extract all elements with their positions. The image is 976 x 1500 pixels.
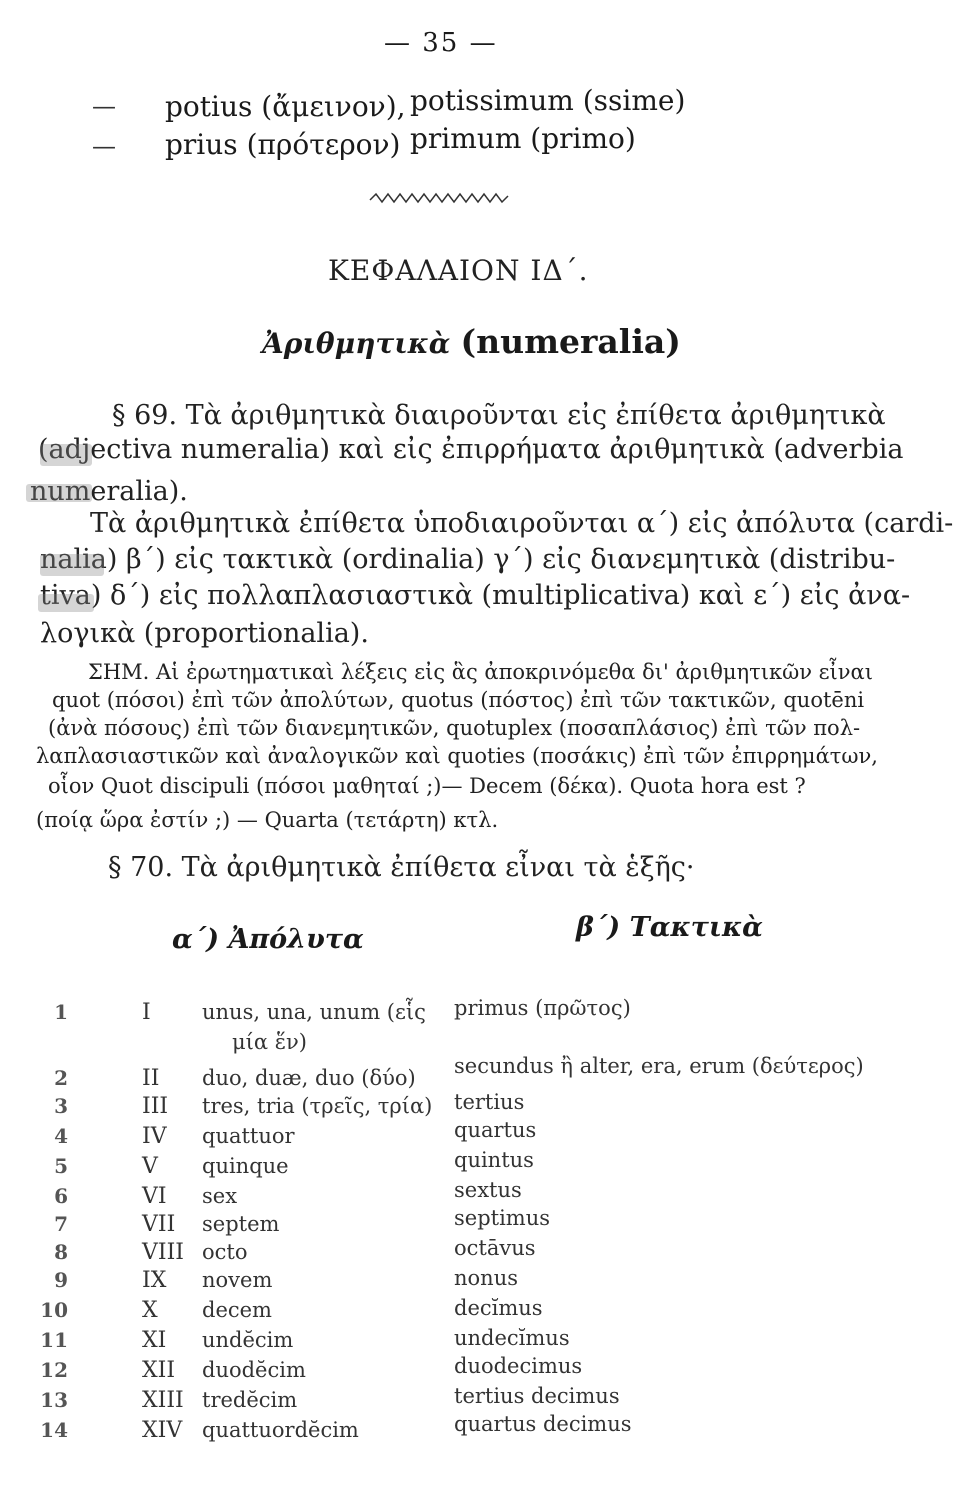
section-title-latin: (numeralia): [460, 322, 681, 361]
note-line: (ἀνὰ πόσους) ἐπὶ τῶν διανεμητικῶν, quotuplex (ποσαπλάσιος) ἐπὶ τῶν πολ-: [48, 716, 861, 740]
note-line: οἷον Quot discipuli (πόσοι μαθηταί ;)— Decem (δέκα). Quota hora est ?: [48, 774, 806, 798]
comparison-dash: —: [92, 92, 116, 120]
comparison-superlative: potissimum (ssime): [410, 84, 686, 117]
numeral-arabic: 7: [54, 1212, 68, 1236]
section-title: [262, 322, 681, 361]
numeral-cardinal: decem: [202, 1298, 272, 1322]
numeral-arabic: 11: [40, 1328, 68, 1352]
note-line: (ποίᾳ ὥρα ἐστίν ;) — Quarta (τετάρτη) κτλ.: [36, 808, 499, 832]
numeral-roman: II: [142, 1066, 160, 1091]
numeral-arabic: 4: [54, 1124, 68, 1148]
paragraph-line: Τὰ ἀριθμητικὰ ἐπίθετα ὑποδιαιροῦνται α΄) εἰς ἀπόλυτα (cardi-: [90, 508, 954, 539]
numeral-ordinal: primus (πρῶτος): [454, 996, 631, 1020]
numeral-cardinal: undĕcim: [202, 1328, 294, 1352]
numeral-roman: XII: [142, 1358, 176, 1383]
numeral-ordinal: septimus: [454, 1206, 551, 1230]
numeral-arabic: 13: [40, 1388, 68, 1412]
numeral-cardinal: duo, duæ, duo (δύο): [202, 1066, 416, 1090]
paragraph-line: λογικὰ (proportionalia).: [40, 618, 369, 649]
numeral-ordinal: undecĭmus: [454, 1326, 570, 1350]
comparison-positive: potius (ἄμεινον),: [165, 90, 406, 123]
note-line: quot (πόσοι) ἐπὶ τῶν ἀπολύτων, quotus (πόστος) ἐπὶ τῶν τακτικῶν, quotēni: [52, 688, 865, 712]
numeral-cardinal-cont: μία ἕν): [232, 1030, 307, 1054]
numeral-cardinal: tredĕcim: [202, 1388, 298, 1412]
numeral-ordinal: tertius: [454, 1090, 525, 1114]
numeral-roman: XIII: [142, 1388, 184, 1413]
numeral-cardinal: unus, una, unum (εἷς: [202, 1000, 426, 1024]
numeral-arabic: 14: [40, 1418, 68, 1442]
numeral-ordinal: secundus ἢ alter, era, erum (δεύτερος): [454, 1054, 864, 1078]
numeral-cardinal: quattuor: [202, 1124, 295, 1148]
numeral-arabic: 1: [54, 1000, 68, 1024]
numeral-cardinal: septem: [202, 1212, 280, 1236]
numeral-arabic: 2: [54, 1066, 68, 1090]
numeral-roman: XI: [142, 1328, 167, 1353]
scan-smudge: [40, 554, 104, 576]
numeral-cardinal: quinque: [202, 1154, 289, 1178]
numeral-roman: IX: [142, 1268, 167, 1293]
note-line: ΣΗΜ. Αἱ ἐρωτηματικαὶ λέξεις εἰς ἃς ἀποκρινόμεθα δι' ἀριθμητικῶν εἶναι: [88, 660, 873, 684]
paragraph-70: § 70. Τὰ ἀριθμητικὰ ἐπίθετα εἶναι τὰ ἑξῆς·: [108, 852, 695, 883]
numeral-cardinal: quattuordĕcim: [202, 1418, 359, 1442]
numeral-roman: III: [142, 1094, 169, 1119]
numeral-arabic: 9: [54, 1268, 68, 1292]
numeral-cardinal: duodĕcim: [202, 1358, 306, 1382]
numeral-cardinal: novem: [202, 1268, 273, 1292]
scan-smudge: [26, 484, 92, 502]
numeral-roman: I: [142, 1000, 151, 1025]
numeral-ordinal: quartus decimus: [454, 1412, 632, 1436]
numeral-cardinal: octo: [202, 1240, 248, 1264]
numeral-cardinal: sex: [202, 1184, 238, 1208]
numeral-arabic: 6: [54, 1184, 68, 1208]
paragraph-line: § 69. Τὰ ἀριθμητικὰ διαιροῦνται εἰς ἐπίθετα ἀριθμητικὰ: [112, 400, 886, 431]
numeral-ordinal: octāvus: [454, 1236, 536, 1260]
numeral-ordinal: duodecimus: [454, 1354, 583, 1378]
page-number: — 35 —: [384, 28, 498, 58]
comparison-superlative: primum (primo): [410, 122, 636, 155]
ordinal-heading: β΄) Τακτικὰ: [576, 912, 763, 943]
numeral-roman: VI: [142, 1184, 167, 1209]
paragraph-line: (adjectiva numeralia) καὶ εἰς ἐπιρρήματα ἀριθμητικὰ (adverbia: [38, 434, 904, 465]
numeral-arabic: 5: [54, 1154, 68, 1178]
paragraph-line: numeralia).: [30, 476, 188, 507]
note-line: λαπλασιαστικῶν καὶ ἀναλογικῶν καὶ quoties (ποσάκις) ἐπὶ τῶν ἐπιρρημάτων,: [36, 744, 878, 768]
numeral-roman: X: [142, 1298, 158, 1323]
numeral-ordinal: tertius decimus: [454, 1384, 620, 1408]
numeral-arabic: 10: [40, 1298, 68, 1322]
numeral-ordinal: nonus: [454, 1266, 518, 1290]
paragraph-line: nalia) β΄) εἰς τακτικὰ (ordinalia) γ΄) εἰς διανεμητικὰ (distribu-: [40, 544, 896, 575]
numeral-roman: V: [142, 1154, 158, 1179]
comparison-dash: —: [92, 132, 116, 160]
numeral-ordinal: quartus: [454, 1118, 537, 1142]
numeral-cardinal: tres, tria (τρεῖς, τρία): [202, 1094, 433, 1118]
numeral-ordinal: decĭmus: [454, 1296, 543, 1320]
chapter-heading: ΚΕΦΑΛΑΙΟΝ ΙΔ΄.: [328, 254, 589, 287]
numeral-ordinal: quintus: [454, 1148, 534, 1172]
numeral-roman: XIV: [142, 1418, 183, 1443]
numeral-arabic: 3: [54, 1094, 68, 1118]
numeral-arabic: 8: [54, 1240, 68, 1264]
paragraph-line: tiva) δ΄) εἰς πολλαπλασιαστικὰ (multiplicativa) καὶ ε΄) εἰς ἀνα-: [40, 580, 911, 611]
scan-smudge: [40, 444, 92, 466]
cardinal-heading: α΄) Ἀπόλυτα: [172, 924, 364, 955]
ornament-divider: [368, 190, 513, 214]
numeral-roman: VII: [142, 1212, 176, 1237]
numeral-roman: VIII: [142, 1240, 184, 1265]
numeral-arabic: 12: [40, 1358, 68, 1382]
section-title-greek: Ἀριθμητικὰ: [262, 327, 451, 360]
scan-smudge: [38, 594, 94, 612]
comparison-positive: prius (πρότερον): [165, 128, 401, 161]
numeral-ordinal: sextus: [454, 1178, 522, 1202]
numeral-roman: IV: [142, 1124, 167, 1149]
